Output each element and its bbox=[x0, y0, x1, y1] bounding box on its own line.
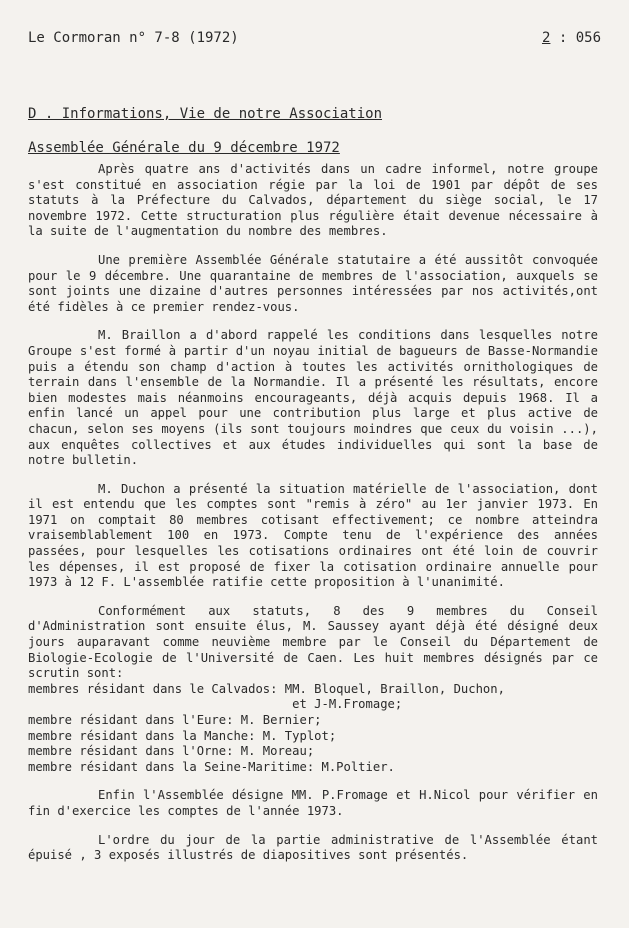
list-item: membre résidant dans la Manche: M. Typlot; bbox=[28, 728, 337, 743]
paragraph: Une première Assemblée Générale statutaire a été aussitôt convoquée pour le 9 décembre. Une quarantaine de membres de l'association, auxquels se sont joints une dizaine d'autres personnes intéressées par nos activités,ont été fidèles à ce premier rendez-vous. bbox=[28, 252, 598, 314]
list-item: membres résidant dans le Calvados: MM. Bloquel, Braillon, Duchon, bbox=[28, 681, 505, 696]
list-item: membre résidant dans l'Eure: M. Bernier; bbox=[28, 713, 322, 727]
list-item: membre résidant dans la Seine-Maritime: M.Poltier. bbox=[28, 759, 395, 774]
paragraph: Enfin l'Assemblée désigne MM. P.Fromage et H.Nicol pour vérifier en fin d'exercice les comptes de l'année 1973. bbox=[28, 788, 598, 818]
subsection-title: Assemblée Générale du 9 décembre 1972 bbox=[28, 140, 340, 156]
paragraph: M. Duchon a présenté la situation matérielle de l'association, dont il est entendu que les comptes sont "remis à zéro" au 1er janvier 1973. En 1971 on comptait 80 membres cotisant effectivement; ce nombre atteindra vraisemblablement 100 en 1973. Compte tenu de l'expérience des années passées, pour lesquelles les cotisations ordinaires ont été loin de couvrir les dépenses, il est proposé de fixer la cotisation ordinaire annuelle pour 1973 à 12 F. L'assemblée ratifie cette proposition à l'unanimité. bbox=[28, 481, 598, 590]
page-number: 2 : 056 bbox=[541, 30, 601, 46]
paragraph: M. Braillon a d'abord rappelé les conditions dans lesquelles notre Groupe s'est formé à partir d'un noyau initial de bagueurs de Basse-Normandie puis a étendu son champ d'action à toutes les activités ornithologiques de terrain dans l'ensemble de la Normandie. Il a présenté les résultats, encore bien modestes mais néanmoins encourageants, déjà acquis depuis 1968. Il a enfin lancé un appel pour une contribution plus large et plus active de chacun, selon ses moyens (ils sont toujours moindres que ceux du voisin ...), aux enquêtes collectives et aux études individuelles qui sont la base de notre bulletin. bbox=[28, 328, 598, 468]
page-header bbox=[28, 30, 601, 46]
list-item: et J-M.Fromage; bbox=[28, 697, 403, 712]
journal-reference: Le Cormoran n° 7-8 (1972) bbox=[28, 30, 239, 46]
board-members-list bbox=[28, 682, 598, 776]
section-title: D . Informations, Vie de notre Association bbox=[28, 106, 383, 122]
paragraph: Conformément aux statuts, 8 des 9 membres du Conseil d'Administration sont ensuite élus, M. Saussey ayant déjà été désigné deux jours auparavant comme neuvième membre par le Conseil du Département de Biologie-Ecologie de l'Université de Caen. Les huit membres désignés par ce scrutin sont: bbox=[28, 603, 598, 681]
paragraph: L'ordre du jour de la partie administrative de l'Assemblée étant épuisé , 3 exposés illustrés de diapositives sont présentés. bbox=[28, 832, 598, 863]
document-body bbox=[28, 162, 598, 877]
paragraph: Après quatre ans d'activités dans un cadre informel, notre groupe s'est constitué en association régie par la loi de 1901 par dépôt de ses statuts à la Préfecture du Calvados, département du siège social, le 17 novembre 1972. Cette structuration plus régulière était devenue nécessaire à la suite de l'augmentation du nombre des membres. bbox=[28, 162, 598, 239]
list-item: membre résidant dans l'Orne: M. Moreau; bbox=[28, 744, 315, 759]
